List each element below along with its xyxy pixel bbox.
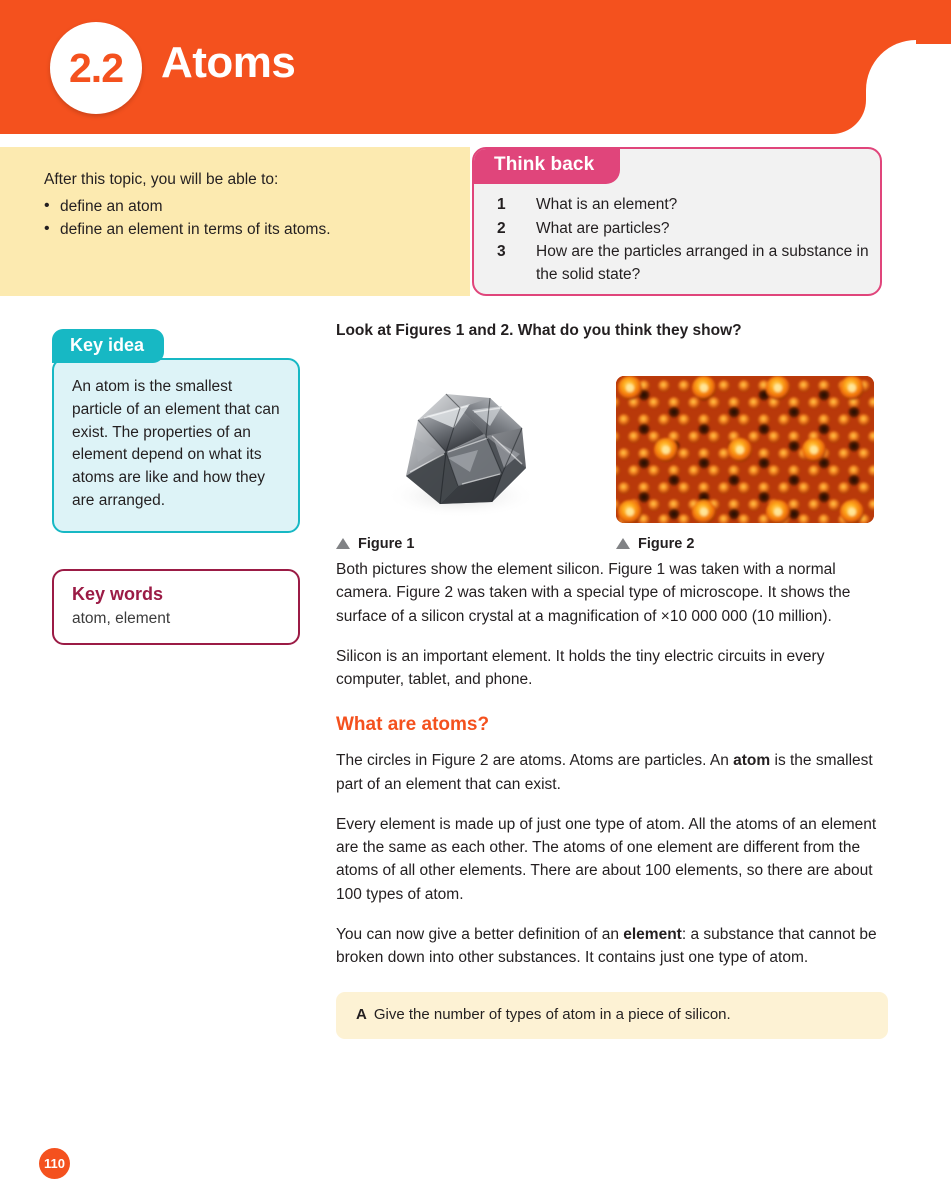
section-heading: What are atoms? xyxy=(336,714,490,736)
key-idea-text: An atom is the smallest particle of an element that can exist. The properties of an element depend on what its atoms are like and how they are arranged. xyxy=(52,358,300,533)
triangle-up-icon xyxy=(336,538,350,549)
question-number: 2 xyxy=(497,219,506,237)
body-paragraph xyxy=(336,923,888,970)
bold-term: atom xyxy=(733,752,771,770)
key-words-list: atom, element xyxy=(72,610,171,627)
list-item xyxy=(474,194,880,217)
objectives-intro: After this topic, you will be able to: xyxy=(44,171,279,188)
body-paragraph: Both pictures show the element silicon. Figure 1 was taken with a normal camera. Figure 2 was taken with a special type of microscope. It shows the surface of a silicon crystal at a magnification of ×10 000 000 (10 million). xyxy=(336,561,851,625)
think-back-box xyxy=(472,147,882,296)
question-text: What is an element? xyxy=(536,196,678,213)
list-item: • define an element in terms of its atoms. xyxy=(44,218,470,241)
bold-term: element xyxy=(623,925,682,943)
list-item xyxy=(474,218,880,241)
page-title: Atoms xyxy=(161,38,296,87)
think-back-question-list xyxy=(474,194,880,288)
header-bar-top-strip xyxy=(0,0,951,44)
key-idea-box xyxy=(52,329,300,533)
key-idea-title: Key idea xyxy=(52,329,164,363)
figures-row xyxy=(336,358,888,558)
header-corner-notch xyxy=(866,40,916,90)
text-run: You can now give a better definition of an xyxy=(336,925,624,943)
triangle-up-icon xyxy=(616,538,630,549)
figure-caption-text: Figure 1 xyxy=(358,536,415,552)
question-text: Give the number of types of atom in a piece of silicon. xyxy=(373,1006,731,1024)
lead-question: Look at Figures 1 and 2. What do you think they show? xyxy=(336,322,742,339)
chapter-number: 2.2 xyxy=(69,45,123,91)
objectives-list xyxy=(44,195,470,242)
body-paragraph: Silicon is an important element. It holds the tiny electric circuits in every computer, tablet, and phone. xyxy=(336,647,825,688)
learning-objectives-box xyxy=(0,147,470,296)
list-item: • define an atom xyxy=(44,195,470,218)
main-content-column xyxy=(336,322,888,1039)
question-label: A xyxy=(356,1006,367,1024)
text-run: : a substance that cannot be broken down into other substances. It contains just one type of atom. xyxy=(336,925,877,966)
question-text: What are particles? xyxy=(536,219,670,237)
question-number: 1 xyxy=(497,196,506,213)
figure-caption-text: Figure 2 xyxy=(638,536,695,552)
key-words-box xyxy=(52,569,300,645)
silicon-surface-atomic-image xyxy=(616,376,874,523)
figure-1-caption xyxy=(336,536,414,552)
question-number: 3 xyxy=(497,243,506,261)
think-back-title: Think back xyxy=(472,147,620,184)
body-paragraph: Every element is made up of just one type of atom. All the atoms of an element are the same as each other. The atoms of one element are different from the atoms of all other elements. There are about 100 elements, so there are about 100 types of atom. xyxy=(336,815,877,903)
activity-question-box xyxy=(336,992,888,1039)
text-run: The circles in Figure 2 are atoms. Atoms are particles. An xyxy=(336,752,734,770)
page-header xyxy=(0,0,951,134)
key-words-title: Key words xyxy=(72,584,164,604)
page-number: 110 xyxy=(39,1148,70,1179)
question-text: How are the particles arranged in a substance in the solid state? xyxy=(536,243,869,283)
text-run: is the smallest part of an element that can exist. xyxy=(336,752,873,793)
figure-2-caption xyxy=(616,536,694,552)
body-paragraph xyxy=(336,749,888,796)
list-item xyxy=(474,241,880,286)
silicon-lump-photo xyxy=(374,376,548,522)
